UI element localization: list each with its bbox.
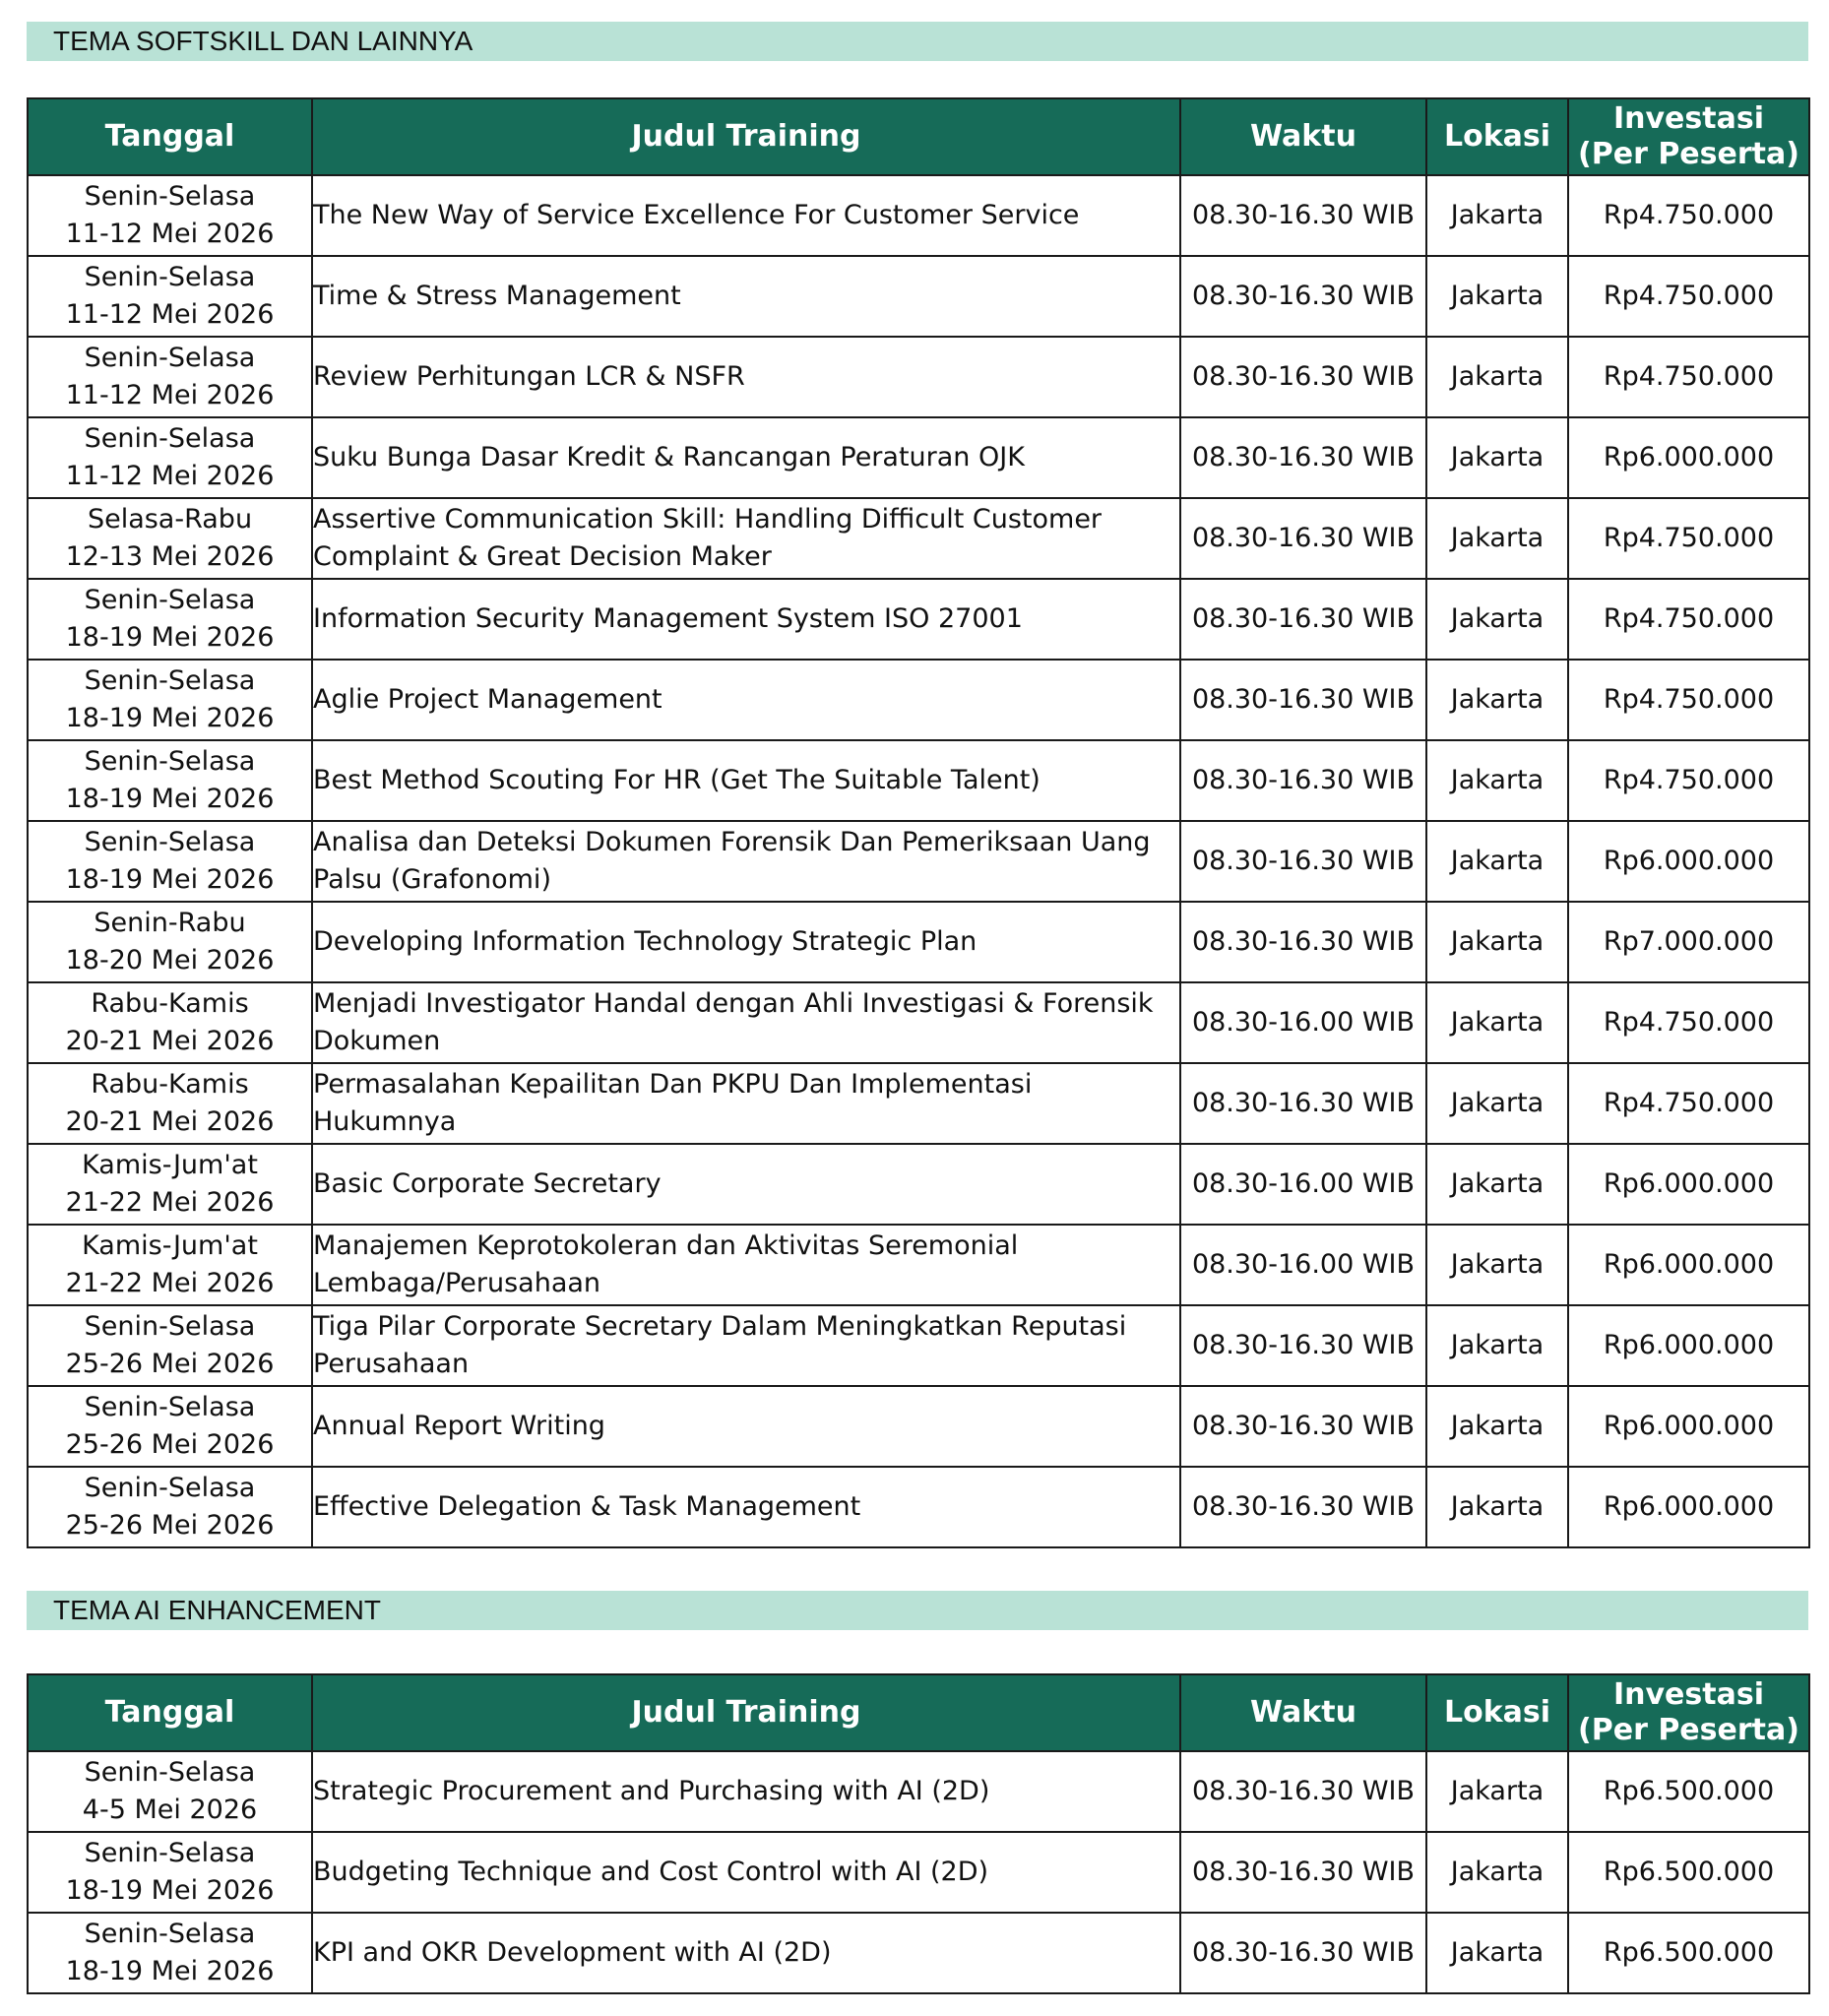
cell-investasi: Rp4.750.000 <box>1568 175 1809 256</box>
cell-hari: Senin-Rabu <box>94 908 246 938</box>
table-row <box>28 1063 1809 1144</box>
cell-investasi: Rp6.000.000 <box>1568 417 1809 498</box>
table-body-ai-enhancement <box>28 1751 1809 1993</box>
cell-tanggal <box>28 1913 312 1993</box>
cell-hari: Rabu-Kamis <box>91 1069 249 1100</box>
table-row <box>28 498 1809 579</box>
cell-investasi: Rp4.750.000 <box>1568 579 1809 660</box>
cell-tanggal-text: 18-19 Mei 2026 <box>65 703 275 733</box>
cell-investasi: Rp6.500.000 <box>1568 1751 1809 1832</box>
cell-tanggal <box>28 1144 312 1225</box>
header-investasi-line2: (Per Peserta) <box>1578 137 1799 171</box>
cell-tanggal <box>28 498 312 579</box>
cell-lokasi: Jakarta <box>1426 1913 1568 1993</box>
cell-hari: Rabu-Kamis <box>91 988 249 1019</box>
table-row <box>28 175 1809 256</box>
cell-lokasi: Jakarta <box>1426 821 1568 902</box>
table-row <box>28 417 1809 498</box>
cell-hari: Senin-Selasa <box>84 181 256 212</box>
header-judul-training: Judul Training <box>312 98 1180 175</box>
cell-hari: Senin-Selasa <box>84 343 256 373</box>
cell-judul-training: Budgeting Technique and Cost Control with AI (2D) <box>312 1832 1180 1913</box>
cell-judul-training: Review Perhitungan LCR & NSFR <box>312 337 1180 417</box>
cell-waktu: 08.30-16.30 WIB <box>1180 1751 1426 1832</box>
cell-hari: Senin-Selasa <box>84 1838 256 1868</box>
cell-judul-training: Annual Report Writing <box>312 1386 1180 1467</box>
cell-judul-training: Basic Corporate Secretary <box>312 1144 1180 1225</box>
cell-judul-training: Effective Delegation & Task Management <box>312 1467 1180 1547</box>
cell-hari: Senin-Selasa <box>84 262 256 292</box>
cell-tanggal <box>28 982 312 1063</box>
table-row <box>28 1144 1809 1225</box>
cell-judul-training: Tiga Pilar Corporate Secretary Dalam Meningkatkan Reputasi Perusahaan <box>312 1305 1180 1386</box>
cell-tanggal-text: 12-13 Mei 2026 <box>65 541 275 572</box>
table-header-row <box>28 98 1809 175</box>
cell-investasi: Rp4.750.000 <box>1568 982 1809 1063</box>
cell-tanggal-text: 18-19 Mei 2026 <box>65 622 275 653</box>
header-investasi-line1: Investasi <box>1612 1677 1764 1712</box>
cell-lokasi: Jakarta <box>1426 740 1568 821</box>
cell-investasi: Rp4.750.000 <box>1568 498 1809 579</box>
table-row <box>28 1225 1809 1305</box>
cell-waktu: 08.30-16.30 WIB <box>1180 660 1426 740</box>
cell-tanggal <box>28 1225 312 1305</box>
cell-waktu: 08.30-16.30 WIB <box>1180 498 1426 579</box>
cell-lokasi: Jakarta <box>1426 256 1568 337</box>
table-row <box>28 902 1809 982</box>
table-row <box>28 1386 1809 1467</box>
cell-judul-training: Strategic Procurement and Purchasing with AI (2D) <box>312 1751 1180 1832</box>
cell-investasi: Rp6.000.000 <box>1568 1386 1809 1467</box>
table-row <box>28 256 1809 337</box>
cell-lokasi: Jakarta <box>1426 498 1568 579</box>
header-investasi-line1: Investasi <box>1612 101 1764 136</box>
cell-lokasi: Jakarta <box>1426 579 1568 660</box>
cell-tanggal <box>28 256 312 337</box>
cell-lokasi: Jakarta <box>1426 1386 1568 1467</box>
cell-judul-training: Best Method Scouting For HR (Get The Suitable Talent) <box>312 740 1180 821</box>
cell-waktu: 08.30-16.30 WIB <box>1180 579 1426 660</box>
cell-tanggal-text: 25-26 Mei 2026 <box>65 1349 275 1379</box>
table-row <box>28 1832 1809 1913</box>
cell-tanggal <box>28 902 312 982</box>
section-title-softskill: TEMA SOFTSKILL DAN LAINNYA <box>27 22 1808 61</box>
cell-investasi: Rp4.750.000 <box>1568 256 1809 337</box>
cell-lokasi: Jakarta <box>1426 1467 1568 1547</box>
cell-hari: Senin-Selasa <box>84 746 256 777</box>
cell-waktu: 08.30-16.30 WIB <box>1180 821 1426 902</box>
table-row <box>28 1913 1809 1993</box>
cell-waktu: 08.30-16.30 WIB <box>1180 740 1426 821</box>
cell-hari: Kamis-Jum'at <box>82 1230 258 1261</box>
header-lokasi: Lokasi <box>1426 98 1568 175</box>
cell-tanggal-text: 18-20 Mei 2026 <box>65 945 275 976</box>
training-table-softskill <box>27 97 1810 1548</box>
cell-tanggal-text: 18-19 Mei 2026 <box>65 864 275 895</box>
cell-tanggal <box>28 740 312 821</box>
cell-lokasi: Jakarta <box>1426 175 1568 256</box>
cell-lokasi: Jakarta <box>1426 660 1568 740</box>
table-body-softskill <box>28 175 1809 1547</box>
cell-tanggal <box>28 337 312 417</box>
cell-waktu: 08.30-16.30 WIB <box>1180 175 1426 256</box>
cell-tanggal-text: 25-26 Mei 2026 <box>65 1510 275 1541</box>
table-row <box>28 982 1809 1063</box>
cell-investasi: Rp4.750.000 <box>1568 660 1809 740</box>
header-lokasi: Lokasi <box>1426 1674 1568 1751</box>
cell-investasi: Rp6.000.000 <box>1568 1305 1809 1386</box>
cell-tanggal <box>28 417 312 498</box>
cell-lokasi: Jakarta <box>1426 337 1568 417</box>
cell-tanggal-text: 11-12 Mei 2026 <box>65 461 275 491</box>
cell-hari: Senin-Selasa <box>84 1757 256 1788</box>
cell-tanggal <box>28 1751 312 1832</box>
cell-tanggal <box>28 660 312 740</box>
cell-tanggal-text: 4-5 Mei 2026 <box>82 1795 258 1825</box>
cell-lokasi: Jakarta <box>1426 902 1568 982</box>
cell-hari: Senin-Selasa <box>84 1311 256 1342</box>
cell-hari: Senin-Selasa <box>84 585 256 615</box>
cell-tanggal-text: 11-12 Mei 2026 <box>65 299 275 330</box>
cell-tanggal-text: 25-26 Mei 2026 <box>65 1429 275 1460</box>
cell-lokasi: Jakarta <box>1426 1225 1568 1305</box>
cell-investasi: Rp4.750.000 <box>1568 1063 1809 1144</box>
cell-hari: Senin-Selasa <box>84 827 256 857</box>
cell-tanggal <box>28 1305 312 1386</box>
header-investasi <box>1568 98 1809 175</box>
cell-hari: Senin-Selasa <box>84 1392 256 1422</box>
cell-waktu: 08.30-16.00 WIB <box>1180 1144 1426 1225</box>
cell-lokasi: Jakarta <box>1426 1832 1568 1913</box>
cell-judul-training: Aglie Project Management <box>312 660 1180 740</box>
cell-hari: Selasa-Rabu <box>87 504 253 535</box>
table-row <box>28 579 1809 660</box>
table-row <box>28 1751 1809 1832</box>
table-row <box>28 1305 1809 1386</box>
cell-tanggal-text: 20-21 Mei 2026 <box>65 1026 275 1056</box>
cell-lokasi: Jakarta <box>1426 417 1568 498</box>
cell-tanggal <box>28 1467 312 1547</box>
cell-waktu: 08.30-16.00 WIB <box>1180 982 1426 1063</box>
cell-hari: Kamis-Jum'at <box>82 1150 258 1180</box>
cell-judul-training: KPI and OKR Development with AI (2D) <box>312 1913 1180 1993</box>
table-row <box>28 660 1809 740</box>
cell-investasi: Rp6.000.000 <box>1568 1467 1809 1547</box>
cell-tanggal-text: 21-22 Mei 2026 <box>65 1268 275 1298</box>
cell-judul-training: Assertive Communication Skill: Handling Difficult Customer Complaint & Great Decision Maker <box>312 498 1180 579</box>
cell-tanggal-text: 20-21 Mei 2026 <box>65 1106 275 1137</box>
cell-hari: Senin-Selasa <box>84 1473 256 1503</box>
table-row <box>28 740 1809 821</box>
cell-tanggal <box>28 1386 312 1467</box>
cell-waktu: 08.30-16.30 WIB <box>1180 417 1426 498</box>
cell-tanggal-text: 11-12 Mei 2026 <box>65 380 275 410</box>
cell-judul-training: Analisa dan Deteksi Dokumen Forensik Dan Pemeriksaan Uang Palsu (Grafonomi) <box>312 821 1180 902</box>
cell-investasi: Rp6.000.000 <box>1568 821 1809 902</box>
cell-investasi: Rp6.000.000 <box>1568 1144 1809 1225</box>
header-investasi-line2: (Per Peserta) <box>1578 1713 1799 1747</box>
cell-tanggal-text: 18-19 Mei 2026 <box>65 784 275 814</box>
cell-waktu: 08.30-16.30 WIB <box>1180 1913 1426 1993</box>
table-row <box>28 1467 1809 1547</box>
header-tanggal: Tanggal <box>28 1674 312 1751</box>
cell-waktu: 08.30-16.30 WIB <box>1180 1063 1426 1144</box>
training-table-ai-enhancement <box>27 1673 1810 1994</box>
cell-lokasi: Jakarta <box>1426 1751 1568 1832</box>
cell-tanggal <box>28 175 312 256</box>
cell-judul-training: Permasalahan Kepailitan Dan PKPU Dan Implementasi Hukumnya <box>312 1063 1180 1144</box>
cell-waktu: 08.30-16.30 WIB <box>1180 256 1426 337</box>
header-judul-training: Judul Training <box>312 1674 1180 1751</box>
cell-tanggal <box>28 821 312 902</box>
cell-waktu: 08.30-16.30 WIB <box>1180 1832 1426 1913</box>
cell-investasi: Rp7.000.000 <box>1568 902 1809 982</box>
cell-judul-training: Time & Stress Management <box>312 256 1180 337</box>
section-title-ai-enhancement: TEMA AI ENHANCEMENT <box>27 1591 1808 1630</box>
cell-hari: Senin-Selasa <box>84 1919 256 1949</box>
header-waktu: Waktu <box>1180 1674 1426 1751</box>
cell-lokasi: Jakarta <box>1426 982 1568 1063</box>
cell-judul-training: Manajemen Keprotokoleran dan Aktivitas Seremonial Lembaga/Perusahaan <box>312 1225 1180 1305</box>
cell-waktu: 08.30-16.30 WIB <box>1180 1305 1426 1386</box>
cell-waktu: 08.30-16.30 WIB <box>1180 902 1426 982</box>
header-waktu: Waktu <box>1180 98 1426 175</box>
header-investasi <box>1568 1674 1809 1751</box>
cell-tanggal-text: 18-19 Mei 2026 <box>65 1875 275 1906</box>
cell-waktu: 08.30-16.30 WIB <box>1180 1386 1426 1467</box>
cell-tanggal-text: 18-19 Mei 2026 <box>65 1956 275 1986</box>
cell-investasi: Rp6.500.000 <box>1568 1832 1809 1913</box>
cell-investasi: Rp4.750.000 <box>1568 337 1809 417</box>
cell-lokasi: Jakarta <box>1426 1144 1568 1225</box>
cell-investasi: Rp6.000.000 <box>1568 1225 1809 1305</box>
cell-waktu: 08.30-16.30 WIB <box>1180 337 1426 417</box>
cell-judul-training: Menjadi Investigator Handal dengan Ahli Investigasi & Forensik Dokumen <box>312 982 1180 1063</box>
cell-hari: Senin-Selasa <box>84 423 256 454</box>
cell-waktu: 08.30-16.00 WIB <box>1180 1225 1426 1305</box>
cell-investasi: Rp6.500.000 <box>1568 1913 1809 1993</box>
cell-waktu: 08.30-16.30 WIB <box>1180 1467 1426 1547</box>
table-row <box>28 337 1809 417</box>
cell-tanggal <box>28 1063 312 1144</box>
cell-investasi: Rp4.750.000 <box>1568 740 1809 821</box>
cell-tanggal-text: 21-22 Mei 2026 <box>65 1187 275 1218</box>
cell-hari: Senin-Selasa <box>84 665 256 696</box>
cell-judul-training: The New Way of Service Excellence For Customer Service <box>312 175 1180 256</box>
table-header-row <box>28 1674 1809 1751</box>
cell-judul-training: Developing Information Technology Strategic Plan <box>312 902 1180 982</box>
cell-tanggal-text: 11-12 Mei 2026 <box>65 219 275 249</box>
cell-tanggal <box>28 1832 312 1913</box>
header-tanggal: Tanggal <box>28 98 312 175</box>
cell-lokasi: Jakarta <box>1426 1063 1568 1144</box>
cell-lokasi: Jakarta <box>1426 1305 1568 1386</box>
cell-tanggal <box>28 579 312 660</box>
table-row <box>28 821 1809 902</box>
cell-judul-training: Suku Bunga Dasar Kredit & Rancangan Peraturan OJK <box>312 417 1180 498</box>
cell-judul-training: Information Security Management System ISO 27001 <box>312 579 1180 660</box>
